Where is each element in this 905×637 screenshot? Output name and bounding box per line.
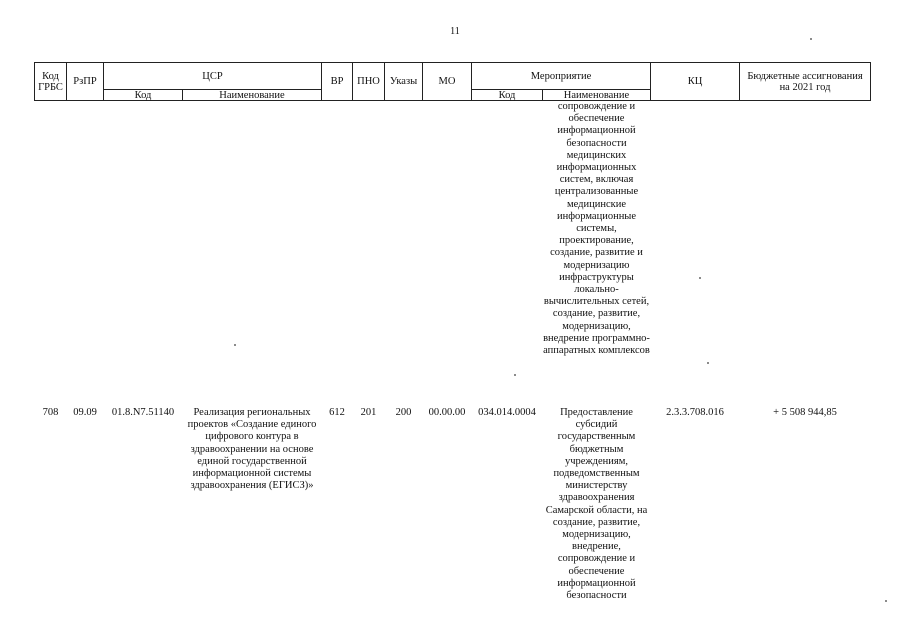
row-vr: 612 — [329, 407, 345, 418]
header-mo: МО — [422, 62, 472, 101]
row-mo: 00.00.00 — [428, 407, 466, 418]
scan-speck — [514, 374, 516, 376]
scan-speck — [885, 600, 887, 602]
row-budget: + 5 508 944,85 — [773, 407, 837, 418]
row-mer-kod: 034.014.0004 — [478, 407, 536, 418]
scan-speck — [234, 344, 236, 346]
scan-speck — [810, 38, 812, 40]
scan-speck — [707, 362, 709, 364]
header-mer-kod: Код — [471, 89, 543, 101]
scan-speck — [699, 277, 701, 279]
row-pno: 201 — [360, 407, 377, 418]
row-kod-grbs: 708 — [42, 407, 59, 418]
header-kc: КЦ — [650, 62, 740, 101]
row-mer-name: Предоставление субсидий государственным бюджетным учреждениям, подведомственным министерству здравоохранения Самарской области, на создание, развитие, модернизацию, внедрение, сопровождение и обеспечение информационной безопасности — [545, 407, 648, 602]
header-meropriyatie: Мероприятие — [471, 62, 651, 90]
header-vr: ВР — [321, 62, 353, 101]
row-csr-kod: 01.8.N7.51140 — [111, 407, 175, 418]
header-csr: ЦСР — [103, 62, 322, 90]
header-csr-name: Наименование — [182, 89, 322, 101]
page-number: 11 — [450, 26, 460, 37]
header-pno: ПНО — [352, 62, 385, 101]
header-mer-name: Наименование — [542, 89, 651, 101]
continued-activity-text: сопровождение и обеспечение информационной безопасности медицинских информационных систем, включая централизованные медицинские информационные системы, проектирование, создание, развитие и модернизацию инфраструктуры локально-вычислительных сетей, создание, развитие, модернизацию, внедрение программно-аппаратных комплексов — [543, 101, 650, 357]
row-csr-name: Реализация региональных проектов «Создание единого цифрового контура в здравоохранении на основе единой государственной информационной системы здравоохранения (ЕГИСЗ)» — [187, 407, 317, 492]
row-kc: 2.3.3.708.016 — [666, 407, 724, 418]
row-ukazy: 200 — [395, 407, 412, 418]
row-rzpr: 09.09 — [73, 407, 97, 418]
header-rzpr: РзПР — [66, 62, 104, 101]
header-ukazy: Указы — [384, 62, 423, 101]
header-csr-kod: Код — [103, 89, 183, 101]
header-budget: Бюджетные ассигнования на 2021 год — [739, 62, 871, 101]
header-kod-grbs: Код ГРБС — [34, 62, 67, 101]
